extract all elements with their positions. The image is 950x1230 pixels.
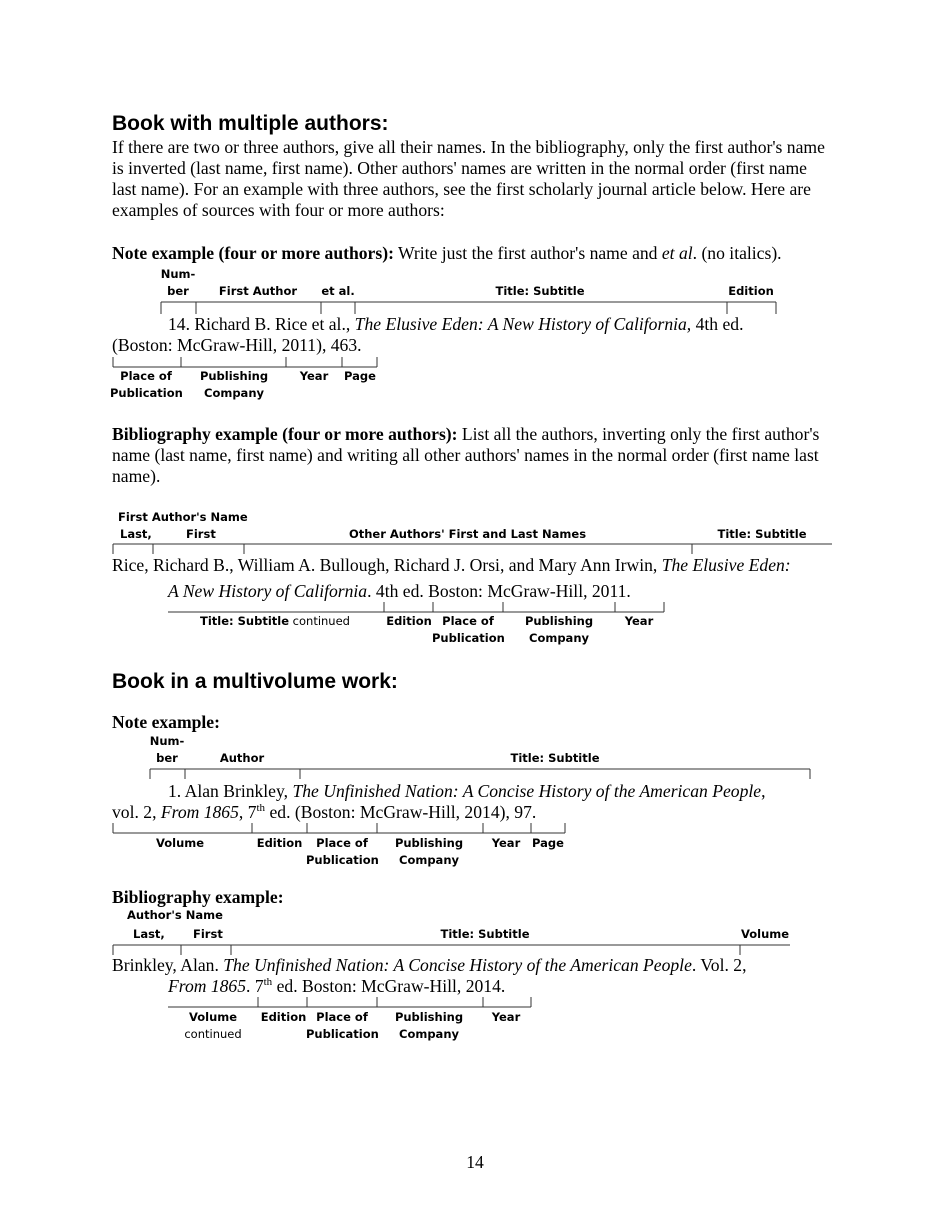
label-bib-year-2: Year (491, 1010, 521, 1024)
label-publishing-company-2 (392, 835, 466, 869)
bibliography-citation-2-volume-title: From 1865 (168, 976, 247, 996)
label-title-continued-bold: Title: Subtitle (200, 614, 290, 628)
bibliography-example-desc: List all the authors, inverting only the first author's name (last name, first name) and writing all other authors' names in the normal order (first name last name). (112, 424, 820, 486)
label-year-2: Year (491, 836, 521, 850)
label-bib-place-line2: Publication (432, 631, 505, 645)
note-citation-2-volume: vol. 2, (112, 802, 161, 822)
bibliography-citation-subtitle: A New History of California (168, 581, 368, 601)
bibliography-citation-line1 (112, 555, 791, 576)
note-example-desc-a: Write just the first author's name and (393, 243, 662, 263)
bibliography-example-label: Bibliography example (four or more authors): (112, 424, 458, 444)
bibliography-citation-2-edition-num: . 7 (246, 976, 264, 996)
label-bib-volume-continued (178, 1009, 248, 1043)
note-citation-2-line1 (168, 781, 766, 802)
label-year: Year (299, 369, 329, 383)
section-heading-multiple-authors: Book with multiple authors: (112, 112, 389, 135)
label-first: First (186, 527, 216, 541)
label-edition: Edition (728, 284, 774, 298)
bibliography-citation-2-volume: . Vol. 2, (691, 955, 747, 975)
label-publisher-2-line1: Publishing (394, 836, 464, 850)
bibliography-citation-2-title: The Unfinished Nation: A Concise History of the American People (223, 955, 692, 975)
label-bib-publisher-2-line2: Company (399, 1027, 459, 1041)
note-citation-2-title: The Unfinished Nation: A Concise History of the American People (292, 781, 762, 801)
note-citation-2-volume-title: From 1865 (160, 802, 239, 822)
label-bib-publishing-company (522, 613, 596, 647)
bibliography-citation-line2 (168, 581, 631, 602)
label-publisher-2-line2: Company (399, 853, 459, 867)
note-citation-2-comma: , (761, 781, 766, 801)
label-authors-name: Author's Name (127, 908, 223, 922)
note-example-label: Note example (four or more authors): (112, 243, 394, 263)
intro-paragraph: If there are two or three authors, give all their names. In the bibliography, only the first author's name is inverted (last name, first name). Other authors' names are written in the normal order (first name last name). For an example with three authors, see the first scholarly journal article below. Here are examples of sources with four or more authors: (112, 137, 825, 220)
label-publisher-line2: Company (204, 386, 264, 400)
label-place-2-line2: Publication (306, 853, 379, 867)
label-bib-publishing-company-2 (392, 1009, 466, 1043)
label-bib-edition: Edition (386, 614, 432, 628)
label-page: Page (344, 369, 376, 383)
label-bib-volume-line2: continued (184, 1027, 242, 1041)
label-edition-2: Edition (256, 836, 303, 850)
bibliography-example-paragraph (112, 424, 832, 487)
note-example-desc-b: . (no italics). (692, 243, 782, 263)
label-volume: Volume (155, 836, 205, 850)
label-bib-year: Year (624, 614, 654, 628)
bibliography-citation-title: The Elusive Eden: (661, 555, 791, 575)
label-title-subtitle: Title: Subtitle (495, 284, 585, 298)
bibliography-citation-2-line1 (112, 955, 746, 976)
page-number: 14 (466, 1152, 484, 1172)
label-place-2-line1: Place of (316, 836, 368, 850)
note-citation-2-line2 (112, 802, 536, 823)
label-bib-place-of-publication (432, 613, 504, 647)
label-bib-place-of-publication-2 (306, 1009, 378, 1043)
note-citation-2-publication: ed. (Boston: McGraw-Hill, 2014), 97. (265, 802, 537, 822)
label-last-2: Last, (133, 927, 165, 941)
bibliography-citation-2-author: Brinkley, Alan. (112, 955, 224, 975)
label-publishing-company (197, 368, 271, 402)
label-et-al: et al. (321, 284, 355, 298)
label-publisher-line1: Publishing (199, 369, 269, 383)
label-bib-publisher-2-line1: Publishing (394, 1010, 464, 1024)
label-first-author: First Author (218, 284, 298, 298)
note-citation-line1 (168, 314, 744, 335)
label-title-subtitle-continued (190, 613, 360, 630)
label-number-line1: Num- (160, 267, 196, 281)
label-title-subtitle-2: Title: Subtitle (510, 751, 600, 765)
label-number-2 (147, 733, 187, 767)
note-example-heading (112, 243, 782, 264)
label-page-2: Page (532, 836, 564, 850)
label-first-authors-name: First Author's Name (118, 510, 248, 524)
bibliography-citation-publication: . 4th ed. Boston: McGraw-Hill, 2011. (367, 581, 631, 601)
note-citation-2-edition-sup: th (256, 802, 266, 815)
bibliography-citation-2-line2 (168, 976, 505, 997)
label-place-line2: Publication (110, 386, 183, 400)
label-last: Last, (120, 527, 152, 541)
label-number-line2: ber (167, 284, 189, 298)
note-citation-title: The Elusive Eden: A New History of California, (354, 314, 692, 334)
section-heading-multivolume: Book in a multivolume work: (112, 670, 398, 693)
label-bib-volume-line1: Volume (188, 1010, 238, 1024)
label-author: Author (219, 751, 265, 765)
note-example-heading-2: Note example: (112, 712, 220, 732)
note-citation-2-edition-num: , 7 (238, 802, 257, 822)
note-citation-number-author: 14. Richard B. Rice et al., (168, 314, 355, 334)
note-citation-2-number-author: 1. Alan Brinkley, (168, 781, 293, 801)
label-bib-edition-2: Edition (260, 1010, 307, 1024)
label-bib-publisher-line2: Company (529, 631, 589, 645)
label-place-of-publication (110, 368, 182, 402)
note-citation-edition: 4th ed. (691, 314, 744, 334)
label-bib-title-subtitle: Title: Subtitle (717, 527, 807, 541)
label-bib-volume: Volume (740, 927, 790, 941)
label-number (158, 266, 198, 300)
label-bib-publisher-line1: Publishing (524, 614, 594, 628)
note-example-desc-etal: et al (661, 243, 693, 263)
bibliography-citation-2-edition-sup: th (263, 976, 273, 989)
label-first-2: First (193, 927, 223, 941)
label-bib-title-subtitle-2: Title: Subtitle (440, 927, 530, 941)
note-citation-line2: (Boston: McGraw-Hill, 2011), 463. (112, 335, 362, 355)
label-number-2-line1: Num- (149, 734, 185, 748)
label-number-2-line2: ber (156, 751, 178, 765)
label-title-continued-rest: continued (289, 614, 350, 628)
label-place-of-publication-2 (306, 835, 378, 869)
label-other-authors: Other Authors' First and Last Names (348, 527, 587, 541)
bibliography-citation-authors: Rice, Richard B., William A. Bullough, Richard J. Orsi, and Mary Ann Irwin, (112, 555, 662, 575)
label-bib-place-2-line1: Place of (316, 1010, 368, 1024)
label-place-line1: Place of (120, 369, 172, 383)
label-bib-place-line1: Place of (442, 614, 494, 628)
label-bib-place-2-line2: Publication (306, 1027, 379, 1041)
bibliography-citation-2-publication: ed. Boston: McGraw-Hill, 2014. (272, 976, 506, 996)
bibliography-example-heading-2: Bibliography example: (112, 887, 284, 907)
